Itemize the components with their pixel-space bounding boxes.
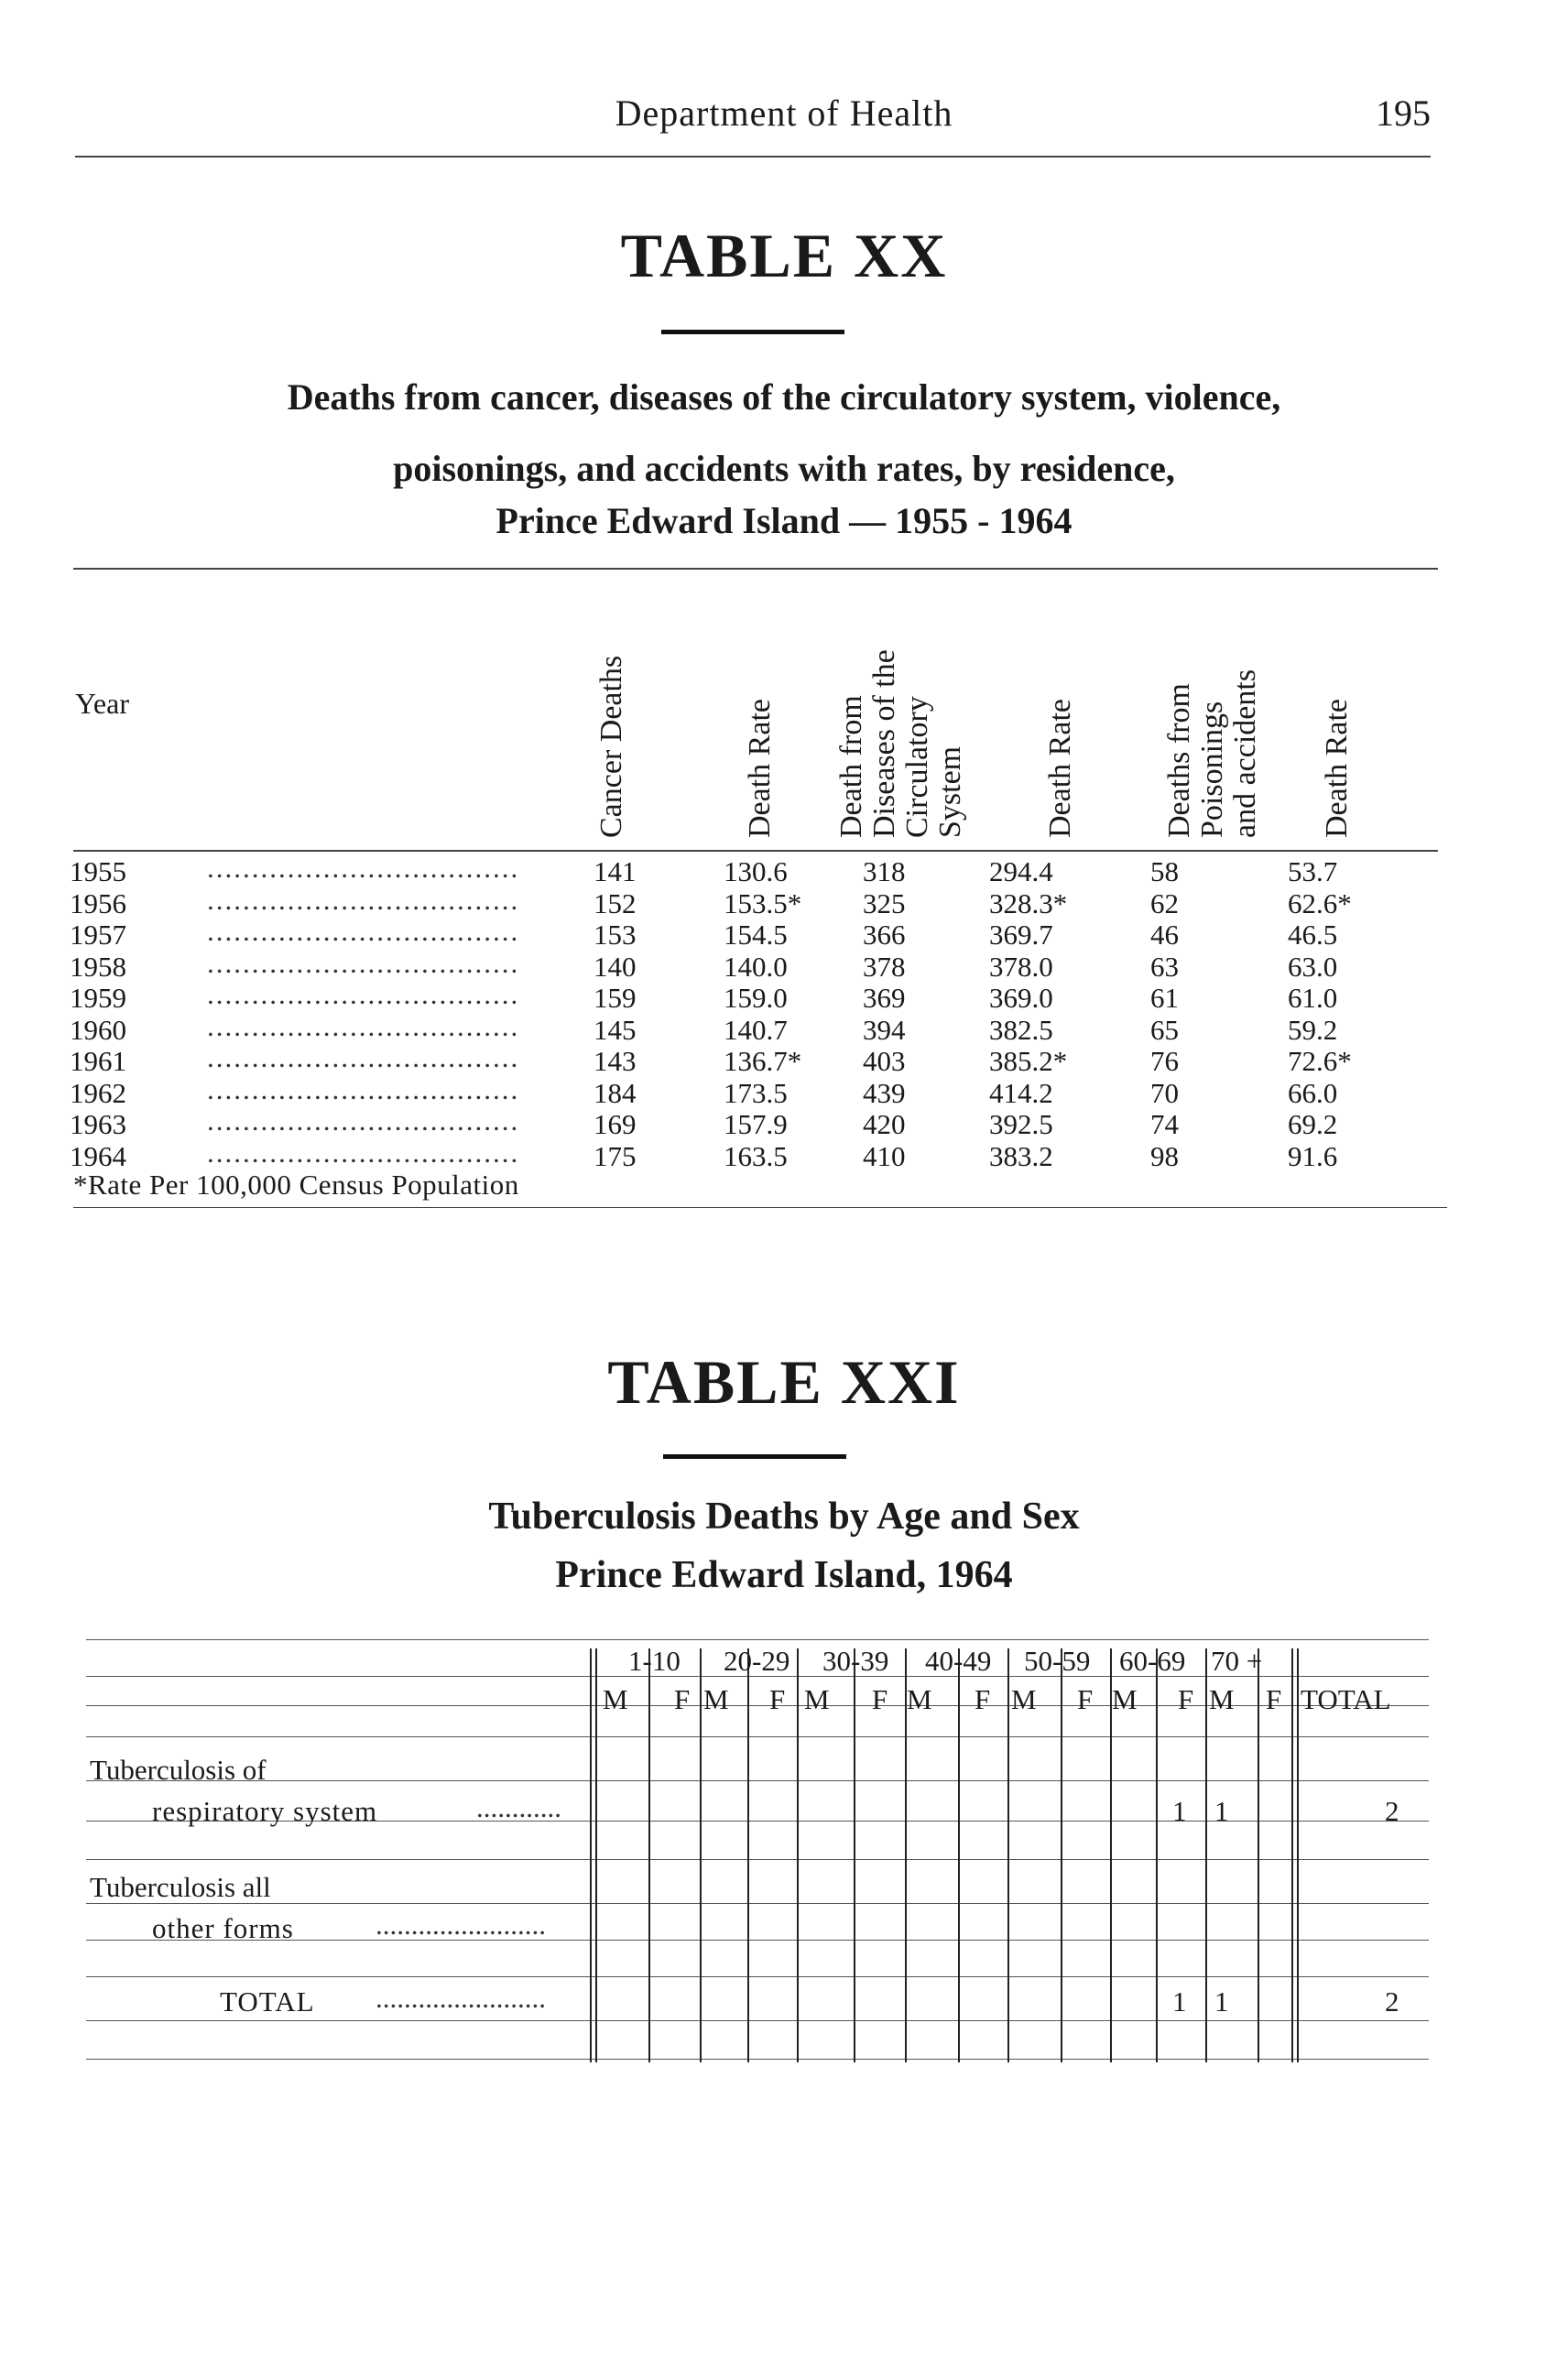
cell-death-rate-1: 136.7*	[724, 1045, 802, 1077]
table-rule	[86, 1859, 1429, 1860]
cell-cancer-deaths: 169	[593, 1108, 637, 1140]
sex-header-m: M	[804, 1683, 830, 1715]
table-rule	[86, 2020, 1429, 2021]
row-label: Tuberculosis of	[90, 1754, 267, 1786]
cell-circulatory-deaths: 410	[863, 1139, 906, 1172]
cell-m-70-plus: 1	[1214, 1795, 1229, 1827]
leader-dots: ...................................	[207, 852, 520, 884]
cell-circulatory-deaths: 366	[863, 919, 906, 951]
sex-header-f: F	[769, 1683, 786, 1715]
table-xx-bottom-rule	[73, 1207, 1447, 1208]
table-rule	[86, 1976, 1429, 1977]
column-divider	[797, 1648, 799, 2062]
page-number: 195	[1376, 92, 1431, 134]
col-header-death-rate-3: Death Rate	[1320, 699, 1354, 838]
title-rule-2	[663, 1454, 846, 1459]
cell-f-60-69: 1	[1172, 1985, 1187, 2018]
cell-death-rate-1: 154.5	[724, 919, 788, 951]
column-divider	[1291, 1648, 1293, 2062]
sex-header-f: F	[872, 1683, 888, 1715]
leader-dots: ........................	[376, 1909, 546, 1941]
table-rule	[86, 1780, 1429, 1781]
table-rule	[86, 1639, 1429, 1640]
cell-death-rate-2: 294.4	[989, 855, 1053, 887]
table-xx-title: TABLE XX	[620, 221, 948, 290]
cell-year: 1962	[70, 1076, 126, 1109]
cell-poisonings-deaths: 65	[1150, 1013, 1179, 1046]
col-header-cancer-deaths: Cancer Deaths	[594, 655, 628, 838]
cell-poisonings-deaths: 70	[1150, 1076, 1179, 1109]
running-head: Department of Health	[615, 92, 953, 134]
cell-year: 1963	[70, 1108, 126, 1140]
total-header: TOTAL	[1301, 1683, 1391, 1715]
table-xx-caption-line-2: poisonings, and accidents with rates, by residence,	[393, 448, 1175, 489]
age-group-header: 30-39	[822, 1645, 889, 1677]
cell-total: 2	[1385, 1985, 1399, 2018]
cell-death-rate-3: 91.6	[1288, 1139, 1338, 1172]
table-rule	[86, 1903, 1429, 1904]
cell-circulatory-deaths: 318	[863, 855, 906, 887]
cell-death-rate-3: 59.2	[1288, 1013, 1338, 1046]
cell-death-rate-2: 383.2	[989, 1139, 1053, 1172]
leader-dots: ...................................	[207, 978, 520, 1010]
table-row	[70, 1136, 1443, 1172]
sex-header-m: M	[1209, 1683, 1235, 1715]
column-divider	[1156, 1648, 1158, 2062]
sex-header-f: F	[1178, 1683, 1194, 1715]
cell-death-rate-2: 378.0	[989, 950, 1053, 983]
leader-dots: ........................	[376, 1982, 546, 2014]
sex-header-m: M	[1112, 1683, 1138, 1715]
cell-cancer-deaths: 140	[593, 950, 637, 983]
col-header-poisonings-deaths: Deaths from Poisonings and accidents	[1162, 669, 1262, 838]
cell-year: 1960	[70, 1013, 126, 1046]
cell-death-rate-3: 66.0	[1288, 1076, 1338, 1109]
table-xxi-title: TABLE XXI	[607, 1347, 961, 1417]
cell-death-rate-3: 53.7	[1288, 855, 1338, 887]
table-xxi-caption-line-2: Prince Edward Island, 1964	[555, 1554, 1013, 1596]
col-header-circulatory-deaths: Death from Diseases of the Circulatory System	[834, 649, 967, 838]
cell-year: 1959	[70, 982, 126, 1014]
cell-year: 1964	[70, 1139, 126, 1172]
column-divider	[648, 1648, 650, 2062]
sex-header-f: F	[975, 1683, 991, 1715]
cell-death-rate-3: 69.2	[1288, 1108, 1338, 1140]
header-rule	[75, 156, 1431, 158]
cell-circulatory-deaths: 325	[863, 886, 906, 919]
row-label-cont: TOTAL	[220, 1985, 315, 2018]
cell-death-rate-1: 153.5*	[724, 886, 802, 919]
column-divider	[1061, 1648, 1062, 2062]
cell-circulatory-deaths: 378	[863, 950, 906, 983]
cell-death-rate-1: 173.5	[724, 1076, 788, 1109]
title-rule	[661, 330, 844, 334]
leader-dots: ...................................	[207, 1136, 520, 1169]
cell-death-rate-2: 392.5	[989, 1108, 1053, 1140]
cell-poisonings-deaths: 98	[1150, 1139, 1179, 1172]
sex-header-f: F	[1077, 1683, 1094, 1715]
column-divider	[595, 1648, 597, 2062]
cell-poisonings-deaths: 74	[1150, 1108, 1179, 1140]
age-group-header: 60-69	[1119, 1645, 1186, 1677]
cell-cancer-deaths: 152	[593, 886, 637, 919]
age-group-header: 20-29	[724, 1645, 790, 1677]
cell-poisonings-deaths: 63	[1150, 950, 1179, 983]
column-divider	[1297, 1648, 1299, 2062]
leader-dots: ............	[476, 1791, 561, 1823]
cell-death-rate-1: 157.9	[724, 1108, 788, 1140]
age-group-header: 50-59	[1024, 1645, 1091, 1677]
sex-header-m: M	[603, 1683, 628, 1715]
cell-year: 1961	[70, 1045, 126, 1077]
cell-death-rate-2: 369.0	[989, 982, 1053, 1014]
cell-death-rate-3: 63.0	[1288, 950, 1338, 983]
cell-death-rate-1: 130.6	[724, 855, 788, 887]
column-divider	[1205, 1648, 1207, 2062]
cell-total: 2	[1385, 1795, 1399, 1827]
cell-circulatory-deaths: 403	[863, 1045, 906, 1077]
sex-header-f: F	[674, 1683, 691, 1715]
table-rule	[86, 2059, 1429, 2060]
cell-death-rate-1: 163.5	[724, 1139, 788, 1172]
cell-death-rate-1: 140.0	[724, 950, 788, 983]
cell-death-rate-3: 46.5	[1288, 919, 1338, 951]
cell-death-rate-1: 140.7	[724, 1013, 788, 1046]
leader-dots: ...................................	[207, 946, 520, 979]
cell-year: 1955	[70, 855, 126, 887]
cell-year: 1957	[70, 919, 126, 951]
column-divider	[700, 1648, 702, 2062]
leader-dots: ...................................	[207, 1072, 520, 1105]
column-divider	[590, 1648, 592, 2062]
col-header-year: Year	[75, 687, 129, 720]
sex-header-m: M	[1011, 1683, 1037, 1715]
cell-poisonings-deaths: 76	[1150, 1045, 1179, 1077]
cell-cancer-deaths: 153	[593, 919, 637, 951]
cell-circulatory-deaths: 420	[863, 1108, 906, 1140]
cell-f-60-69: 1	[1172, 1795, 1187, 1827]
cell-cancer-deaths: 175	[593, 1139, 637, 1172]
table-rule	[86, 1736, 1429, 1737]
row-label: Tuberculosis all	[90, 1871, 271, 1903]
cell-death-rate-1: 159.0	[724, 982, 788, 1014]
age-group-header: 40-49	[925, 1645, 992, 1677]
cell-poisonings-deaths: 46	[1150, 919, 1179, 951]
table-xx-caption-line-1: Deaths from cancer, diseases of the circulatory system, violence,	[287, 376, 1281, 418]
cell-death-rate-2: 414.2	[989, 1076, 1053, 1109]
cell-circulatory-deaths: 439	[863, 1076, 906, 1109]
col-header-death-rate-1: Death Rate	[743, 699, 777, 838]
cell-circulatory-deaths: 394	[863, 1013, 906, 1046]
column-divider	[747, 1648, 749, 2062]
row-label-cont: respiratory system	[152, 1795, 378, 1827]
cell-death-rate-2: 385.2*	[989, 1045, 1068, 1077]
col-header-death-rate-2: Death Rate	[1043, 699, 1077, 838]
cell-circulatory-deaths: 369	[863, 982, 906, 1014]
cell-year: 1956	[70, 886, 126, 919]
cell-cancer-deaths: 141	[593, 855, 637, 887]
column-divider	[958, 1648, 960, 2062]
leader-dots: ...................................	[207, 1041, 520, 1073]
age-group-header: 70 +	[1211, 1645, 1263, 1677]
cell-death-rate-3: 61.0	[1288, 982, 1338, 1014]
leader-dots: ...................................	[207, 1009, 520, 1042]
column-divider	[1258, 1648, 1259, 2062]
cell-cancer-deaths: 143	[593, 1045, 637, 1077]
cell-death-rate-2: 382.5	[989, 1013, 1053, 1046]
cell-death-rate-2: 369.7	[989, 919, 1053, 951]
cell-cancer-deaths: 184	[593, 1076, 637, 1109]
cell-poisonings-deaths: 61	[1150, 982, 1179, 1014]
cell-poisonings-deaths: 62	[1150, 886, 1179, 919]
cell-death-rate-3: 72.6*	[1288, 1045, 1352, 1077]
table-xx-footnote: *Rate Per 100,000 Census Population	[73, 1169, 519, 1201]
age-group-header: 1-10	[628, 1645, 681, 1677]
sex-header-m: M	[907, 1683, 932, 1715]
table-xx-caption-line-3: Prince Edward Island — 1955 - 1964	[495, 500, 1073, 541]
sex-header-f: F	[1266, 1683, 1282, 1715]
column-divider	[1007, 1648, 1009, 2062]
row-label-cont: other forms	[152, 1912, 294, 1944]
table-xx-top-rule	[73, 568, 1438, 570]
sex-header-m: M	[703, 1683, 729, 1715]
cell-year: 1958	[70, 950, 126, 983]
cell-death-rate-3: 62.6*	[1288, 886, 1352, 919]
cell-cancer-deaths: 145	[593, 1013, 637, 1046]
table-xxi-caption-line-1: Tuberculosis Deaths by Age and Sex	[488, 1495, 1080, 1538]
cell-cancer-deaths: 159	[593, 982, 637, 1014]
leader-dots: ...................................	[207, 883, 520, 916]
cell-death-rate-2: 328.3*	[989, 886, 1068, 919]
cell-poisonings-deaths: 58	[1150, 855, 1179, 887]
cell-m-70-plus: 1	[1214, 1985, 1229, 2018]
column-divider	[854, 1648, 855, 2062]
leader-dots: ...................................	[207, 915, 520, 947]
leader-dots: ...................................	[207, 1104, 520, 1137]
